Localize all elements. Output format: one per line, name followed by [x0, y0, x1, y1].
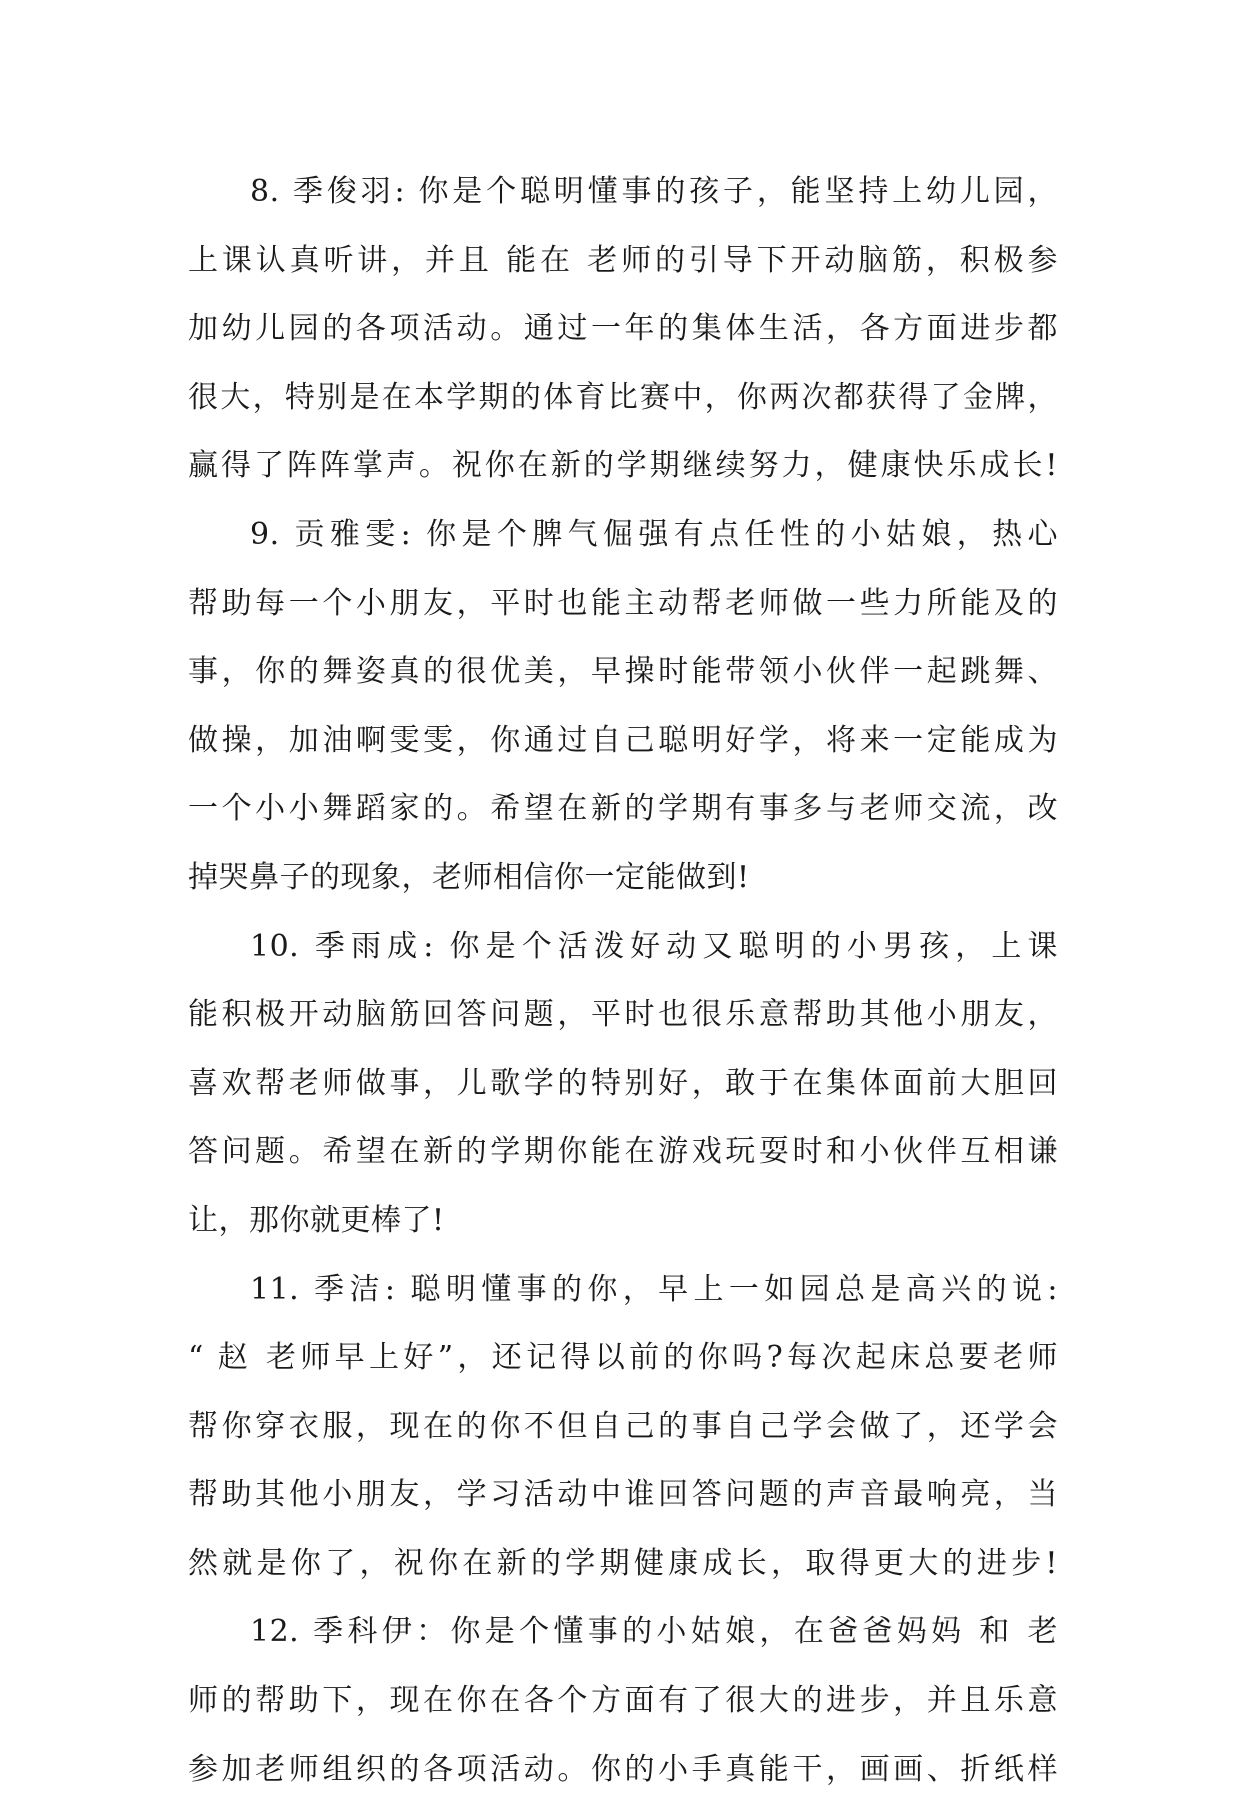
paragraph-10-line-4: 答问题。希望在新的学期你能在游戏玩耍时和小伙伴互相谦: [188, 1134, 1058, 1170]
paragraph-9-line-4: 做操，加油啊雯雯，你通过自己聪明好学，将来一定能成为: [188, 722, 1058, 758]
paragraph-11-line-2: “ 赵 老师早上好”，还记得以前的你吗?每次起床总要老师: [188, 1340, 1058, 1376]
paragraph-10-line-5: 让，那你就更棒了!: [188, 1202, 445, 1238]
paragraph-8-line-5: 赢得了阵阵掌声。祝你在新的学期继续努力，健康快乐成长!: [188, 448, 1058, 484]
paragraph-12-line-1: 12. 季科伊：你是个懂事的小姑娘，在爸爸妈妈 和 老: [250, 1614, 1058, 1650]
paragraph-9-line-6: 掉哭鼻子的现象，老师相信你一定能做到!: [188, 859, 750, 895]
text-body: [188, 158, 1058, 1804]
paragraph-12-line-3: 参加老师组织的各项活动。你的小手真能干，画画、折纸样: [188, 1751, 1058, 1787]
paragraph-9-line-1: 9. 贡雅雯: 你是个脾气倔强有点任性的小姑娘，热心: [250, 516, 1058, 552]
paragraph-10-line-3: 喜欢帮老师做事，儿歌学的特别好，敢于在集体面前大胆回: [188, 1065, 1058, 1101]
paragraph-12-line-2: 师的帮助下，现在你在各个方面有了很大的进步，并且乐意: [188, 1683, 1058, 1719]
paragraph-11-line-4: 帮助其他小朋友，学习活动中谁回答问题的声音最响亮，当: [188, 1477, 1058, 1513]
paragraph-9-line-2: 帮助每一个小朋友，平时也能主动帮老师做一些力所能及的: [188, 585, 1058, 621]
paragraph-9-line-5: 一个小小舞蹈家的。希望在新的学期有事多与老师交流，改: [188, 791, 1058, 827]
paragraph-11-line-3: 帮你穿衣服，现在的你不但自己的事自己学会做了，还学会: [188, 1408, 1058, 1444]
paragraph-11-line-5: 然就是你了，祝你在新的学期健康成长，取得更大的进步!: [188, 1545, 1058, 1581]
paragraph-8-line-3: 加幼儿园的各项活动。通过一年的集体生活，各方面进步都: [188, 311, 1058, 347]
paragraph-11-line-1: 11. 季洁: 聪明懂事的你，早上一如园总是高兴的说:: [250, 1271, 1058, 1307]
paragraph-8-line-4: 很大，特别是在本学期的体育比赛中，你两次都获得了金牌，: [188, 379, 1058, 415]
paragraph-10-line-1: 10. 季雨成: 你是个活泼好动又聪明的小男孩，上课: [250, 928, 1058, 964]
paragraph-8-line-1: 8. 季俊羽: 你是个聪明懂事的孩子，能坚持上幼儿园，: [250, 174, 1058, 209]
paragraph-10-line-2: 能积极开动脑筋回答问题，平时也很乐意帮助其他小朋友，: [188, 997, 1058, 1033]
paragraph-9-line-3: 事，你的舞姿真的很优美，早操时能带领小伙伴一起跳舞、: [188, 654, 1058, 690]
paragraph-8-line-2: 上课认真听讲，并且 能在 老师的引导下开动脑筋，积极参: [188, 242, 1058, 278]
